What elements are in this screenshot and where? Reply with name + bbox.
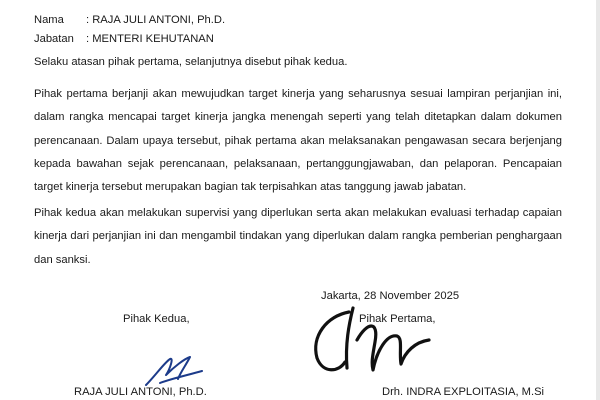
paragraph-commitment: Pihak pertama berjanji akan mewujudkan target kinerja yang seharusnya sesuai lampiran perjanjian ini, dalam rangka mencapai target kinerja jangka menengah seperti yang telah ditetapkan dalam dokumen perencanaan. Dalam upaya tersebut, pihak pertama akan melaksanakan pengawasan secara berjenjang kepada bawahan sejak perencanaan, pelaksanaan, pertanggungjawaban, dan pelaporan. Pencapaian target kinerja tersebut merupakan bagian tak terpisahkan atas tanggung jawab jabatan. xyxy=(34,88,562,194)
right-name: Drh. INDRA EXPLOITASIA, M.Si xyxy=(382,386,545,398)
right-role: Pihak Pertama, xyxy=(359,313,436,325)
left-role: Pihak Kedua, xyxy=(123,313,190,325)
title-label: Jabatan xyxy=(34,33,74,45)
page-edge-shadow xyxy=(594,0,600,400)
name-label: Nama xyxy=(34,14,64,26)
left-name: RAJA JULI ANTONI, Ph.D. xyxy=(74,386,207,398)
name-value: : RAJA JULI ANTONI, Ph.D. xyxy=(86,14,226,26)
name-row xyxy=(34,14,225,26)
place-date: Jakarta, 28 November 2025 xyxy=(321,290,460,302)
paragraph-supervision: Pihak kedua akan melakukan supervisi yang diperlukan serta akan melakukan evaluasi terhadap capaian kinerja dari perjanjian ini dan mengambil tindakan yang diperlukan dalam rangka pemberian penghargaan dan sanksi. xyxy=(34,207,562,266)
title-value: : MENTERI KEHUTANAN xyxy=(86,33,214,45)
intro-text: Selaku atasan pihak pertama, selanjutnya disebut pihak kedua. xyxy=(34,56,348,68)
title-row xyxy=(34,33,214,45)
